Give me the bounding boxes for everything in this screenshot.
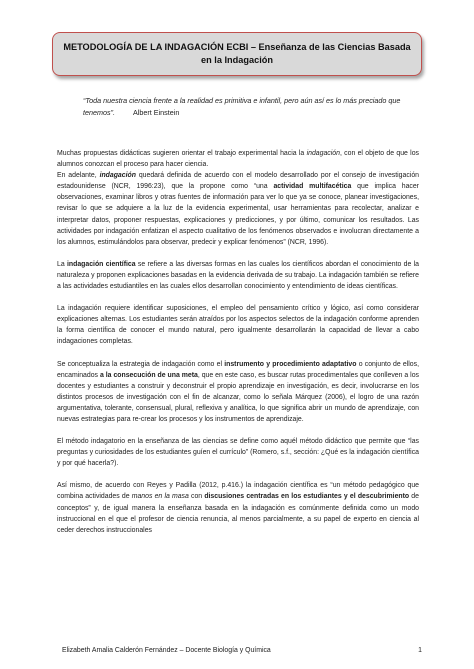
title-box [52, 32, 422, 76]
text-run: o conjunto de ellos, encaminados [57, 360, 420, 379]
quote-text: “Toda nuestra ciencia frente a la realidad es primitiva e infantil, pero aún así es lo más preciado que tenemos”. [83, 96, 401, 117]
text-run: se refiere a las diversas formas en las cuales los científicos abordan el conocimiento de la naturaleza y proponen explicaciones basadas en la evidencia derivada de su trabajo. La indagación también se refiere a las actividades estudiantiles en las cuales ellos desarrollan conocimiento y entendimiento de ideas científicas. [57, 260, 420, 291]
text-run: que implica hacer observaciones, examinar libros y otras fuentes de información para ver lo que ya se conoce, planear investigaciones, revisar lo que se adquiere a la luz de la evidencia experimental, usar herramientas para recolectar, analizar e interpretar datos, proponer respuestas, explicaciones y predicciones, y por último, comunicar los resultados. Las actividades por indagación enfatizan el aspecto cualitativo de los fenómenos observados e involucran directamente a los alumnos, estimulándolos para observar, predecir y explicar fenómenos” (NCR, 1996). [57, 183, 419, 246]
text-run-italic: manos en la masa [131, 493, 189, 501]
page-number: 1 [418, 647, 422, 654]
text-run: , que en este caso, es buscar rutas procedimentales que conlleven a los docentes y estudiantes a construir y deconstruir el propio aprendizaje en investigación, es decir, involucrarse en los distintos procesos de investigación con el fin de alcanzar, como lo señala Márquez (2006), el logro de una razón argumentativa, tolerante, consensual, plural, reflexiva y analítica, lo que significa abrir un mundo de aprendizaje, con nuevas estrategias para re-crear los procesos y los instrumentos de aprendizaje. [57, 371, 419, 423]
body-text [57, 148, 419, 547]
text-run: , con el objeto de que los alumnos conozcan el proceso para hacer ciencia. [57, 150, 419, 169]
text-run-bold: a la consecución de una meta [99, 371, 198, 379]
text-run: quedará definida de acuerdo con el modelo desarrollado por el consejo de investigación estadounidense (NCR, 1996:23), que la propone como “una [57, 172, 419, 191]
text-run-bold: instrumento y procedimiento adaptativo [224, 360, 357, 368]
paragraph-5 [57, 359, 419, 426]
text-run: En adelante, [57, 172, 100, 180]
paragraph-2 [57, 170, 419, 248]
text-run-bold-italic: indagación [99, 172, 136, 180]
paragraph-1 [57, 148, 419, 170]
text-run: Se conceptualiza la estrategia de indagación como el [57, 360, 225, 368]
paragraph-3 [57, 259, 419, 292]
footer-author: Elizabeth Amalia Calderón Fernández – Docente Biología y Química [62, 647, 271, 654]
text-run: Así mismo, de acuerdo con Reyes y Padilla (2012, p.416.) la indagación científica es “un método pedagógico que combina actividades de [57, 482, 419, 501]
epigraph-quote [83, 95, 413, 119]
text-run-bold: actividad multifacética [273, 183, 352, 191]
paragraph-6: El método indagatorio en la enseñanza de las ciencias se define como aquél método didáctico que permite que “las preguntas y curiosidades de los estudiantes guíen el currículo” (Romero, s.f., sección: ¿Qué es la indagación científica y por qué hacerla?). [57, 438, 419, 468]
quote-author: Albert Einstein [132, 108, 180, 117]
paragraph-7 [57, 480, 419, 535]
text-run: Muchas propuestas didácticas sugieren orientar el trabajo experimental hacia la [57, 150, 307, 157]
text-run: La [57, 260, 67, 268]
text-run-italic: indagación [306, 150, 340, 157]
text-run: de conceptos” y, de igual manera la enseñanza basada en la indagación es comúnmente definida como un modo instruccional en el que el profesor de ciencia renuncia, al menos parcialmente, a su papel de experto en ciencia al ceder derechos instruccionales [57, 493, 419, 534]
text-run-bold: discusiones centradas en los estudiantes y el descubrimiento [204, 493, 410, 501]
paragraph-4: La indagación requiere identificar suposiciones, el empleo del pensamiento crítico y lógico, así como considerar explicaciones alternas. Los estudiantes serán atraídos por los aspectos selectos de la indagación conforme aprenden la forma científica de conocer el mundo natural, pero igualmente desarrollarán la capacidad de llevar a cabo indagaciones completas. [57, 305, 419, 346]
text-run-bold: indagación científica [67, 260, 136, 268]
page-title: METODOLOGÍA DE LA INDAGACIÓN ECBI – Enseñanza de las Ciencias Basada en la Indagación [63, 42, 411, 65]
text-run: con [188, 493, 205, 501]
